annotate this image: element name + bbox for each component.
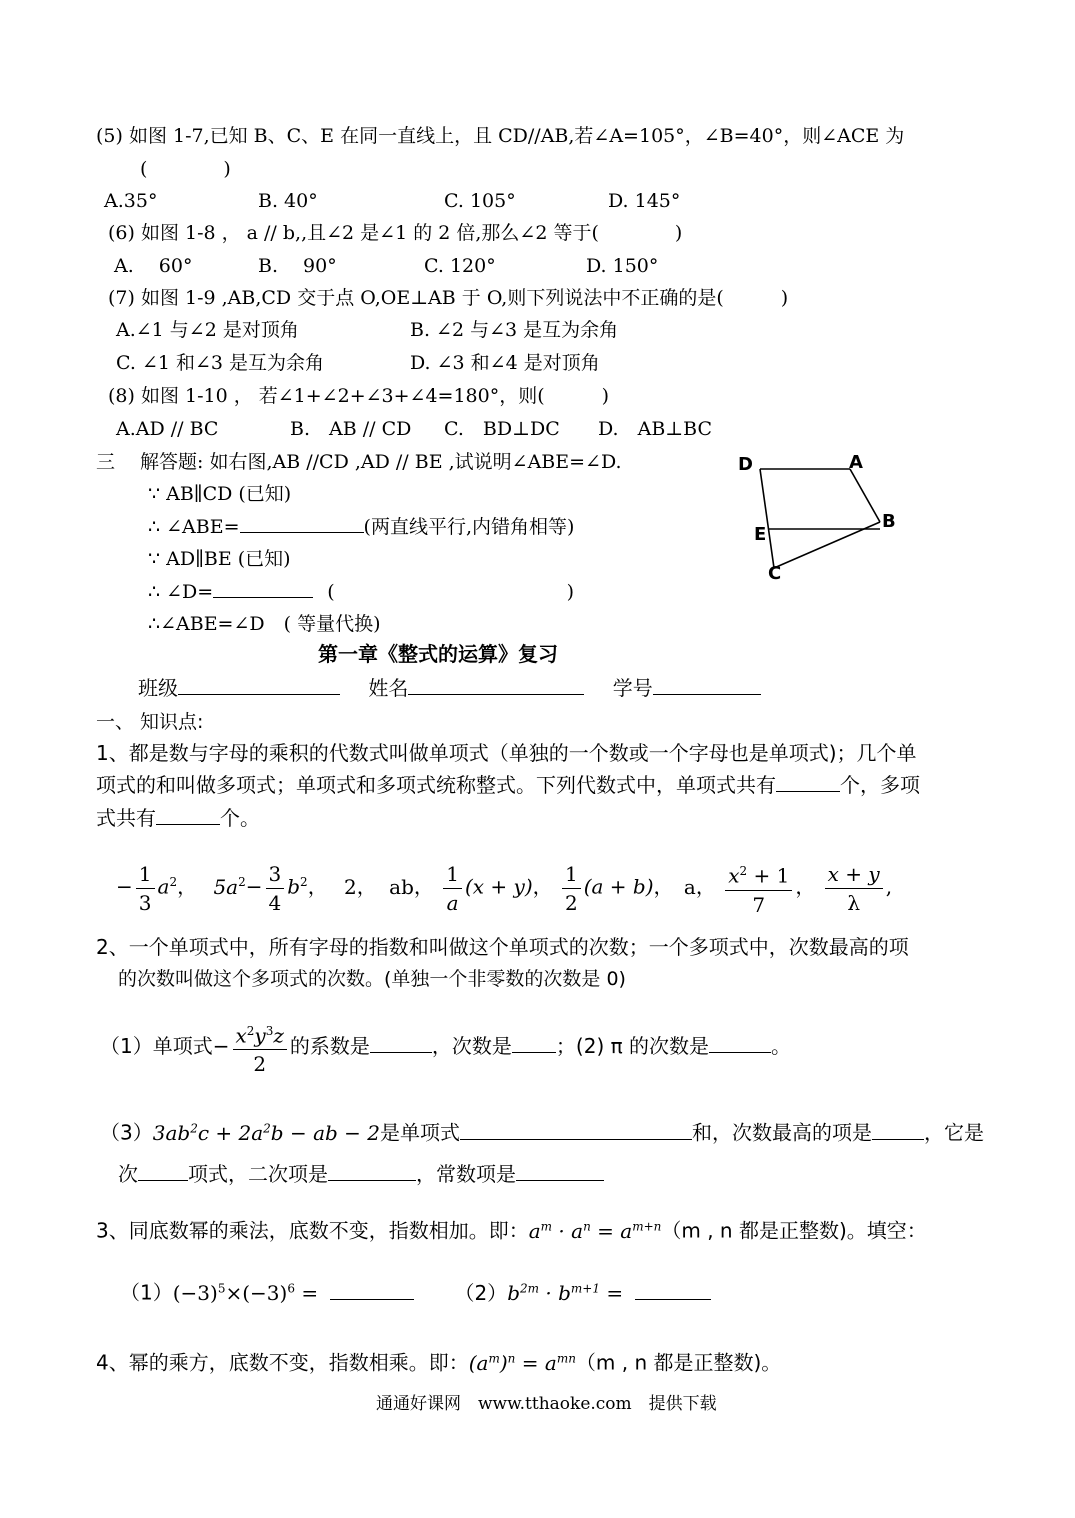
coefficient-blank[interactable] [370, 1034, 432, 1053]
q8-option-c: C. BD⊥DC [444, 418, 560, 440]
id-blank[interactable] [653, 676, 761, 695]
poly-degree-blank[interactable] [138, 1162, 188, 1181]
frac-x2y3z-2: $\frac{x^2y^3z}{2}$ [233, 1017, 287, 1079]
p3-answer-2-blank[interactable] [635, 1281, 711, 1300]
proof-blank-2[interactable] [213, 579, 313, 598]
q8-option-d: D. AB⊥BC [598, 418, 713, 440]
p2-line2: 的次数叫做这个多项式的次数。(单独一个非零数的次数是 0) [118, 968, 626, 990]
p2-line1: 2、一个单项式中，所有字母的指数和叫做这个单项式的次数；一个多项式中，次数最高的项 [96, 935, 909, 959]
proof-reason-blank[interactable] [335, 580, 567, 598]
q7-stem: (7) 如图 1-9 ,AB,CD 交于点 O,OE⊥AB 于 O,则下列说法中不正确的是( ) [108, 287, 789, 309]
section3-heading: 三 解答题: 如右图,AB //CD ,AD // BE ,试说明∠ABE=∠D. [96, 451, 622, 473]
q7-option-c: C. ∠1 和∠3 是互为余角 [116, 352, 325, 374]
p3-line: 3、同底数幂的乘法，底数不变，指数相加。即：$a^m \cdot a^n = a^{m+n}(m$ , n 都是正整数)。填空： [96, 1218, 927, 1243]
monomials-blank[interactable] [460, 1121, 692, 1140]
q5-option-c: C. 105° [444, 190, 516, 212]
label-b: B [882, 511, 896, 532]
p1-line3: 式共有 个。 [96, 806, 260, 830]
label-a: A [849, 452, 863, 473]
proof-step-2: ∴ ∠ABE= (两直线平行,内错角相等) [148, 516, 575, 538]
p1-line1: 1、都是数与字母的乘积的代数式叫做单项式（单独的一个数或一个字母也是单项式)；几个单 [96, 741, 917, 765]
segment-dc [760, 469, 774, 568]
label-d: D [738, 454, 753, 475]
proof-step-5: ∴∠ABE=∠D ( 等量代换) [148, 613, 381, 635]
proof-step-1: ∵ AB∥CD (已知) [148, 483, 292, 505]
parallelogram-figure [730, 446, 910, 586]
p2-question-3-line2: 次 项式，二次项是 ，常数项是 [118, 1162, 604, 1186]
q5-option-b: B. 40° [258, 190, 318, 212]
constant-term-blank[interactable] [516, 1162, 604, 1181]
proof-step-4: ∴ ∠D= ( ) [148, 581, 575, 603]
q8-option-a: A.AD // BC [116, 418, 219, 440]
quadratic-term-blank[interactable] [328, 1162, 416, 1181]
q7-option-d: D. ∠3 和∠4 是对顶角 [410, 352, 600, 374]
student-info-row: 班级 姓名 学号 [138, 676, 761, 700]
q5-option-a: A.35° [104, 190, 158, 212]
p1-line2: 项式的和叫做多项式；单项式和多项式统称整式。下列代数式中，单项式共有 个，多项 [96, 773, 920, 797]
segment-ab [850, 469, 880, 522]
q8-option-b: B. AB // CD [290, 418, 412, 440]
frac-xy-lambda: $\frac{x + y}{\lambda}$ [825, 860, 883, 917]
q6-stem: (6) 如图 1-8 ， a // b,,且∠2 是∠1 的 2 倍,那么∠2 等于( ) [108, 222, 683, 244]
class-blank[interactable] [178, 676, 340, 695]
label-e: E [754, 524, 767, 545]
frac-1-3: $\frac{1}{3}$ [136, 860, 155, 917]
expression-list: − $\frac{1}{3}$ $a^2$， $5a^2-$ $\frac{3}{4}$ $b^2$， 2， ab， $\frac{1}{a}$ (x + y)， $\frac{1}{2}$ (a + b)， a， $\frac{x^2 + 1}{7}$ ， $\frac{x + y}{\lambda}$ , [116, 852, 892, 912]
knowledge-heading: 一、 知识点: [96, 711, 204, 733]
degree-blank[interactable] [512, 1034, 556, 1053]
q6-option-d: D. 150° [586, 255, 659, 277]
p3-answer-1-blank[interactable] [330, 1281, 414, 1300]
q5-option-d: D. 145° [608, 190, 681, 212]
frac-3-4: $\frac{3}{4}$ [266, 860, 285, 917]
monomial-count-blank[interactable] [776, 773, 840, 792]
pi-degree-blank[interactable] [709, 1034, 771, 1053]
p2-question-3: $(3)3ab^2c + 2a^2b$ − ab − 2是单项式 和，次数最高的项是 ，它是 [100, 1120, 984, 1145]
highest-term-blank[interactable] [872, 1121, 924, 1140]
frac-x2-7: $\frac{x^2 + 1}{7}$ [725, 857, 792, 919]
name-blank[interactable] [408, 676, 584, 695]
p4-line: 4、幂的乘方，底数不变，指数相乘。即：$(a^m)^n = a^{mn}(m$ , n 都是正整数)。 [96, 1350, 782, 1375]
q8-stem: (8) 如图 1-10 ， 若∠1+∠2+∠3+∠4=180°，则( ) [108, 385, 610, 407]
frac-1-a: $\frac{1}{a}$ [443, 860, 462, 917]
q6-option-c: C. 120° [424, 255, 496, 277]
q5-answer-paren: ( ) [140, 158, 231, 180]
polynomial-count-blank[interactable] [156, 806, 220, 825]
q7-option-b: B. ∠2 与∠3 是互为余角 [410, 319, 619, 341]
label-c: C [768, 563, 782, 584]
chapter-title: 第一章《整式的运算》复习 [318, 642, 558, 666]
q7-option-a: A.∠1 与∠2 是对顶角 [116, 319, 299, 341]
q5-stem: (5) 如图 1-7,已知 B、C、E 在同一直线上，且 CD//AB,若∠A=105°，∠B=40°，则∠ACE 为 [96, 125, 905, 147]
q6-option-b: B. 90° [258, 255, 337, 277]
proof-blank-1[interactable] [240, 514, 364, 533]
proof-step-3: ∵ AD∥BE (已知) [148, 548, 291, 570]
p2-question-1: （1）单项式− $\frac{x^2y^3z}{2}$ 的系数是 ，次数是 ；(2) π 的次数是 。 [100, 1016, 791, 1076]
page-footer: 通通好课网 www.tthaoke.com 提供下载 [376, 1394, 717, 1414]
q6-option-a: A. 60° [114, 255, 193, 277]
frac-1-2: $\frac{1}{2}$ [562, 860, 581, 917]
p3-exercises: $(1)(-3)^5\times(-3)^6 = (2)b^{2m} \cdot b^{m+1}$ = [120, 1276, 711, 1305]
